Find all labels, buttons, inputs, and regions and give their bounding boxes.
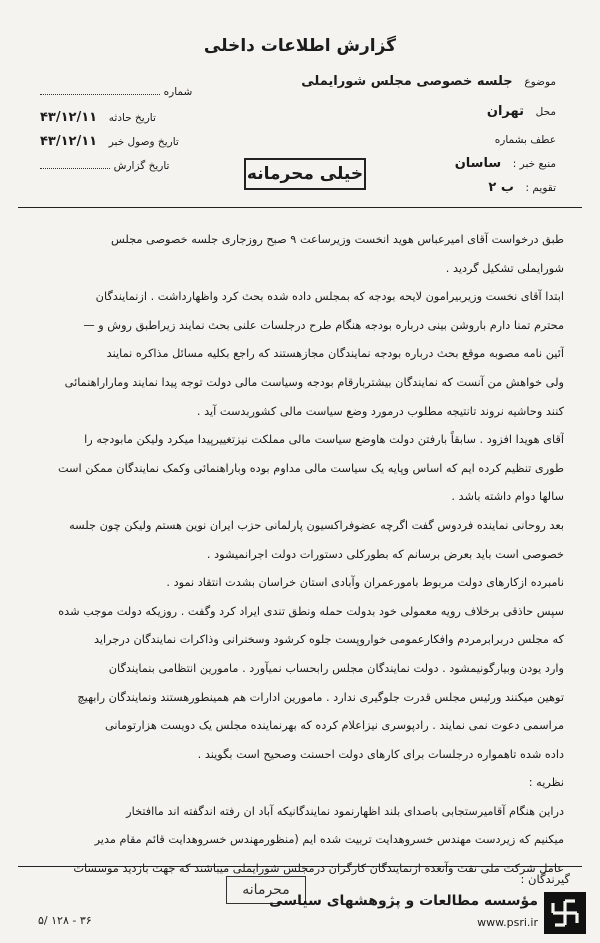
received-date-row: تاریخ وصول خبر ۴۳/۱۲/۱۱ (40, 134, 179, 149)
subject-value: جلسه خصوصی مجلس شورایملی (301, 74, 513, 89)
archive-stamp: محرمانه (226, 876, 306, 904)
report-title: گزارش اطلاعات داخلی (203, 36, 397, 56)
source-value: ساسان (454, 156, 502, 171)
event-date-row: تاریخ حادثه ۴۳/۱۲/۱۱ (40, 110, 156, 125)
page-reference: ۳۶ - ۱۲۸ /۵ (38, 914, 92, 927)
institute-website: www.psri.ir (477, 916, 538, 929)
institute-logo (544, 892, 586, 934)
reference-row: عطف بشماره (494, 134, 556, 146)
event-date-value: ۴۳/۱۲/۱۱ (40, 110, 98, 125)
location-row: محل تهران (486, 104, 556, 119)
received-date-value: ۴۳/۱۲/۱۱ (40, 134, 98, 149)
location-value: تهران (486, 104, 524, 119)
swastika-logo-icon (548, 896, 582, 930)
recipients-label: گیرندگان : (520, 872, 570, 886)
report-body: طبق درخواست آقای امیرعباس هوید انخست وزیرساعت ۹ صبح روزجاری جلسه خصوصی مجلس شورایملی تشکیل گردید . ابتدا آقای نخست وزیربیرامون لایحه بودجه که بمجلس داده شده بحث کرد واظهارداشت . ازنمایندگان محترم تمنا دارم باروشن بینی درباره بودجه هنگام طرح درجلسات علنی بحث نمایند زیراطبق روش و — آئین نامه مصوبه موقع بحث درباره بودجه نمایندگان مجازهستند که راجع بکلیه مسائل مذاکره نمایند ولی خواهش من آنست که نمایندگان بیشتربارقام بودجه وسیاست مالی دولت توجه پیدا نمایند وماراراهنمائی کنند وحاشیه نروند تانتیجه مطلوب درمورد وضع سیاست مالی کشوربدست آید . آقای هویدا افزود . سابقاً بارفتن دولت هاوضع سیاست مالی مملکت نیزتغییرپیدا میکرد ولیکن مابودجه را طوری تنظیم کرده ایم که اساس وپایه یک سیاست مالی مداوم بوده وباراهنمائی وکمک نمایندگان ممکن است سالها دوام داشته باشد . بعد روحانی نماینده فردوس گفت اگرچه عضوفراکسیون پارلمانی حزب ایران نوین هستم ولیکن چون جلسه خصوصی است باید بعرض برسانم که بطورکلی دستورات دولت اجرانمیشود . نامبرده ازکارهای دولت مربوط بامورعمران وآبادی استان خراسان بشدت انتقاد نمود . سپس حاذقی برخلاف رویه معمولی خود بدولت حمله ونطق تندی ایراد کرد وگفت . روزیکه دولت موجب شده که مجلس دربرابرمردم وافکارعمومی خواروپست جلوه کرشود وسخنرانی وذاکرات نمایندگان درجراید وارد یودن وبیارگونیمشود . دولت نمایندگان مجلس رابحساب نمیآورد . مامورین انتظامی بنمایندگان توهین میکنند ورئیس مجلس قدرت جلوگیری ندارد . مامورین ادارات هم همینطورهستند ونمایندگان رابهیچ مراسمی دعوت نمی نمایند . رادپوسری نیزاعلام کرده که بهرنماینده مجلس یک دویست هزارتومانی داده شده تاهمواره درجلسات برای کارهای دولت احسنت وصحیح است بگویند . نظریه : دراین هنگام آقامیرستجابی باصدای بلند اظهارنمود نمایندگانیکه آباد ان رفته اندگفته اند ماافتخار میکنیم که زیردست مهندس خسروهدایت تربیت شده ایم (منظورمهندس خسروهدایت قائم مقام مدیر عامل شرکت ملی نفت وآنعده ازنمایندگان کارگران درمجلس شورایملی میباشند که جهت بازدید موسسات (57, 233, 564, 876)
subject-row: موضوع جلسه خصوصی مجلس شورایملی (301, 74, 556, 89)
assessment-value: ب ۲ (488, 180, 514, 195)
institute-name: مؤسسه مطالعات و پژوهشهای سیاسی (269, 893, 538, 909)
classification-stamp: خیلی محرمانه (244, 158, 366, 190)
footer-divider (18, 866, 582, 867)
source-row: منبع خبر : ساسان (454, 156, 556, 171)
report-date-row: تاریخ گزارش (40, 158, 169, 172)
number-row: شماره (40, 84, 192, 98)
assessment-row: تقویم : ب ۲ (488, 180, 556, 195)
header-divider (18, 207, 582, 208)
